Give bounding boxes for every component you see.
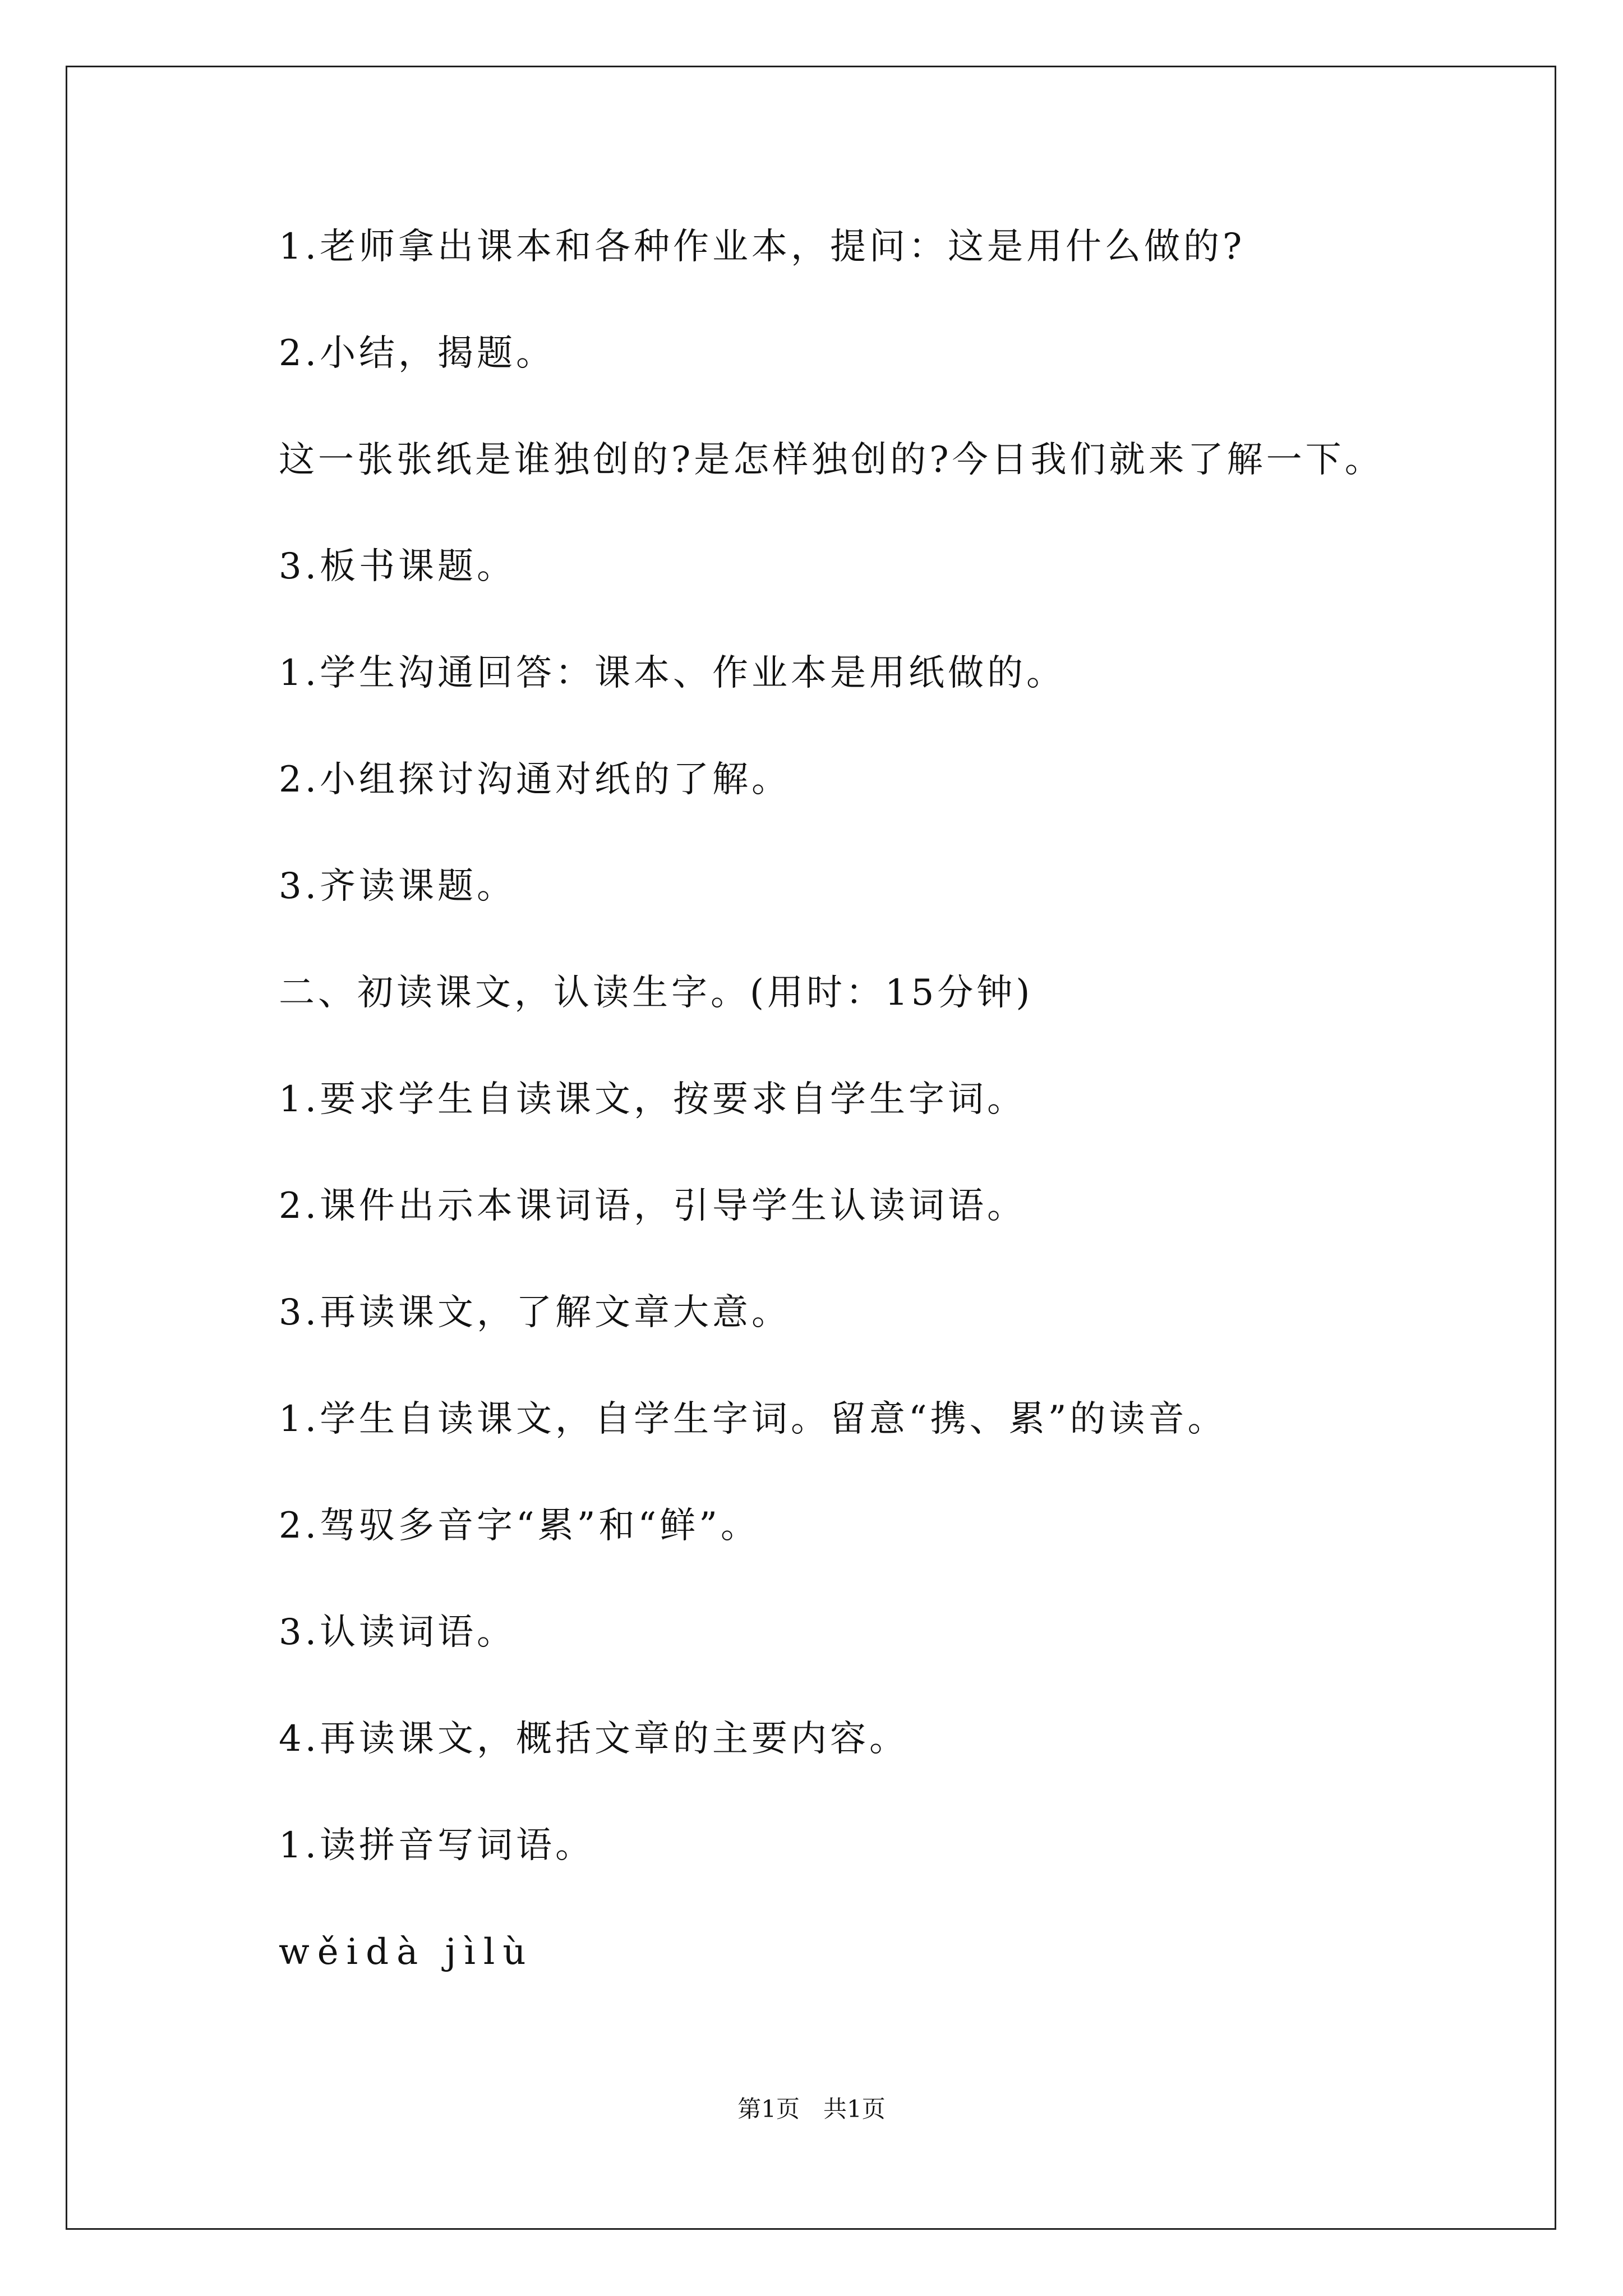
text-line: 3.认读词语。 [279, 1612, 517, 1653]
document-body [279, 224, 1513, 2036]
text-line: 1.学生自读课文，自学生字词。留意“携、累”的读音。 [279, 1398, 1227, 1440]
text-line: 3.板书课题。 [279, 546, 517, 587]
text-line: 这一张张纸是谁独创的?是怎样独创的?今日我们就来了解一下。 [279, 439, 1384, 481]
text-line: 3.齐读课题。 [279, 866, 517, 907]
text-line: 2.小组探讨沟通对纸的了解。 [279, 759, 791, 800]
pinyin-line: wěidà jìlù [279, 1931, 534, 1973]
text-line: 1.学生沟通回答：课本、作业本是用纸做的。 [279, 652, 1066, 694]
text-line: 2.小结，揭题。 [279, 333, 556, 374]
text-line: 1.读拼音写词语。 [279, 1825, 595, 1866]
text-line: 3.再读课文，了解文章大意。 [279, 1292, 791, 1333]
text-line: 4.再读课文，概括文章的主要内容。 [279, 1718, 909, 1760]
text-line: 2.驾驭多音字“累”和“鲜”。 [279, 1505, 760, 1547]
page-footer: 第1页 共1页 [737, 2095, 886, 2123]
text-line: 1.要求学生自读课文，按要求自学生字词。 [279, 1079, 1027, 1120]
text-line: 1.老师拿出课本和各种作业本，提问：这是用什么做的? [279, 226, 1246, 268]
text-line: 2.课件出示本课词语，引导学生认读词语。 [279, 1185, 1027, 1227]
section-heading: 二、初读课文，认读生字。(用时：15分钟) [279, 972, 1034, 1014]
